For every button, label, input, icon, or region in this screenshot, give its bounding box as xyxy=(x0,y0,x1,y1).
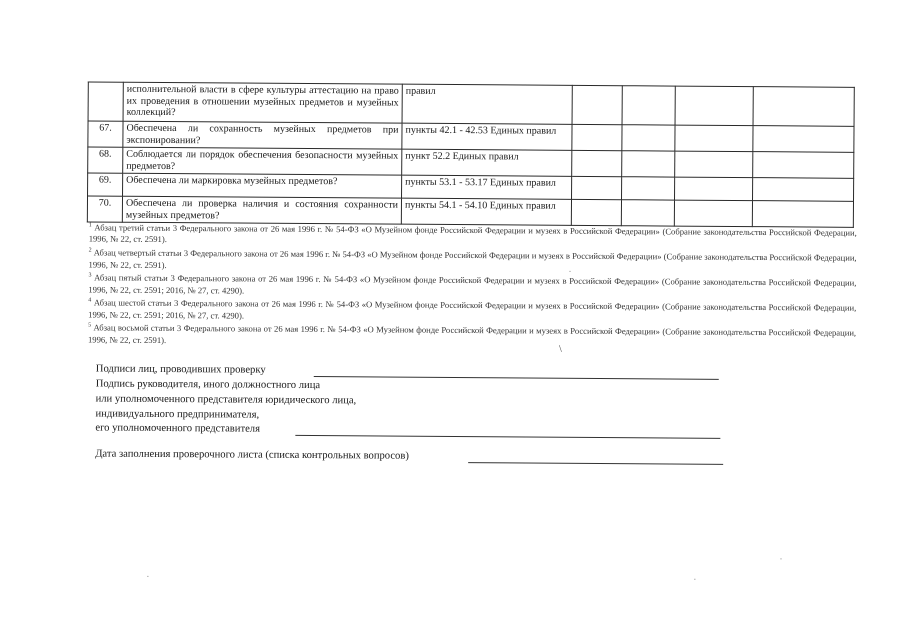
inspectors-signature-label: Подписи лиц, проводивших проверку xyxy=(95,363,266,376)
head-signature-label-3: индивидуального предпринимателя, xyxy=(95,408,260,421)
answer-cell-note xyxy=(753,126,854,153)
head-signature-line xyxy=(295,435,720,439)
answer-cell-na xyxy=(674,200,752,227)
answer-cell-yes xyxy=(572,176,622,199)
row-reference: пункты 42.1 - 42.53 Единых правил xyxy=(402,123,572,150)
fill-date-label: Дата заполнения проверочного листа (списка контрольных вопросов) xyxy=(95,448,409,462)
answer-cell-na xyxy=(675,86,753,126)
answer-cell-na xyxy=(675,125,753,152)
row-number: 70. xyxy=(87,196,122,222)
row-reference: пункты 54.1 - 54.10 Единых правил xyxy=(401,198,571,225)
answer-cell-yes xyxy=(572,85,622,124)
answer-cell-no xyxy=(622,86,675,125)
head-signature-label-2: или уполномоченного представителя юридического лица, xyxy=(95,393,357,407)
footnote-mark: 2 xyxy=(88,247,92,254)
fill-date-line xyxy=(468,462,723,465)
checklist-table xyxy=(87,81,855,227)
table-row xyxy=(88,82,854,126)
footnote-mark: 1 xyxy=(88,222,92,229)
footnote-text: Абзац пятый статьи 3 Федерального закона от 26 мая 1996 г. № 54-ФЗ «О Музейном фонде Российской Федерации и музеях в Российской Федерации» (Собрание законодательства Российской Федерации, 1996, № 22, ст. 2591; 2016, № 27, ст. 4290). xyxy=(88,272,857,296)
answer-cell-note xyxy=(752,201,853,228)
row-number: 67. xyxy=(88,121,123,147)
answer-cell-yes xyxy=(572,124,622,150)
footnote-mark: 5 xyxy=(88,322,92,329)
head-signature-label-1: Подпись руководителя, иного должностного лица xyxy=(95,378,321,392)
answer-cell-na xyxy=(675,151,753,178)
answer-cell-yes xyxy=(572,150,622,176)
footnote-text: Абзац третий статьи 3 Федерального закона от 26 мая 1996 г. № 54-ФЗ «О Музейном фонде Российской Федерации и музеях в Российской Федерации» (Собрание законодательства Российской Федерации, 1996, № 22, ст. 2591). xyxy=(88,222,857,245)
answer-cell-note xyxy=(753,152,854,179)
row-question: Обеспечена ли проверка наличия и состояния сохранности музейных предметов? xyxy=(122,196,401,224)
row-reference: пункты 53.1 - 53.17 Единых правил xyxy=(402,175,572,199)
scan-speck xyxy=(694,579,695,580)
footnote-text: Абзац восьмой статьи 3 Федерального закона от 26 мая 1996 г. № 54-ФЗ «О Музейном фонде Российской Федерации и музеях в Российской Федерации» (Собрание законодательства Российской Федерации, 1996, № 22, ст. 2591). xyxy=(87,322,857,345)
inspectors-signature-line xyxy=(314,376,719,380)
answer-cell-no xyxy=(622,151,675,177)
answer-cell-yes xyxy=(571,199,621,225)
answer-cell-no xyxy=(622,125,675,151)
row-question: Обеспечена ли сохранность музейных предметов при экспонировании? xyxy=(123,121,402,149)
answer-cell-note xyxy=(753,87,854,127)
answer-cell-no xyxy=(622,177,675,200)
answer-cell-na xyxy=(675,177,753,201)
row-number: 69. xyxy=(88,173,123,196)
scan-speck xyxy=(147,576,148,577)
head-signature-label-4: его уполномоченного представителя xyxy=(95,422,261,435)
footnote-text: Абзац шестой статьи 3 Федерального закона от 26 мая 1996 г. № 54-ФЗ «О Музейном фонде Российской Федерации и музеях в Российской Федерации» (Собрание законодательства Российской Федерации, 1996, № 22, ст. 2591; 2016, № 27, ст. 4290). xyxy=(88,297,857,321)
row-question: Обеспечена ли маркировка музейных предметов? xyxy=(123,173,402,198)
stray-mark: \ xyxy=(558,343,562,355)
footnote-mark: 3 xyxy=(88,272,92,279)
row-number xyxy=(88,82,123,121)
scan-speck xyxy=(780,558,781,559)
answer-cell-no xyxy=(621,200,674,226)
row-number: 68. xyxy=(88,147,123,173)
footnote-text: Абзац четвертый статьи 3 Федерального закона от 26 мая 1996 г. № 54-ФЗ «О Музейном фонде Российской Федерации и музеях в Российской Федерации» (Собрание законодательства Российской Федерации, 1996, № 22, ст. 2591). xyxy=(88,247,857,270)
row-question: Соблюдается ли порядок обеспечения безопасности музейных предметов? xyxy=(123,147,402,175)
footnote-mark: 4 xyxy=(88,297,92,304)
row-reference: правил xyxy=(402,84,572,124)
row-question: исполнительной власти в сфере культуры аттестацию на право их проведения в отношении музейных предметов и музейных коллекций? xyxy=(123,82,402,123)
answer-cell-note xyxy=(753,178,854,202)
scan-speck xyxy=(570,271,571,272)
footnote xyxy=(88,321,856,351)
row-reference: пункт 52.2 Единых правил xyxy=(402,149,572,176)
footnotes xyxy=(88,220,857,351)
